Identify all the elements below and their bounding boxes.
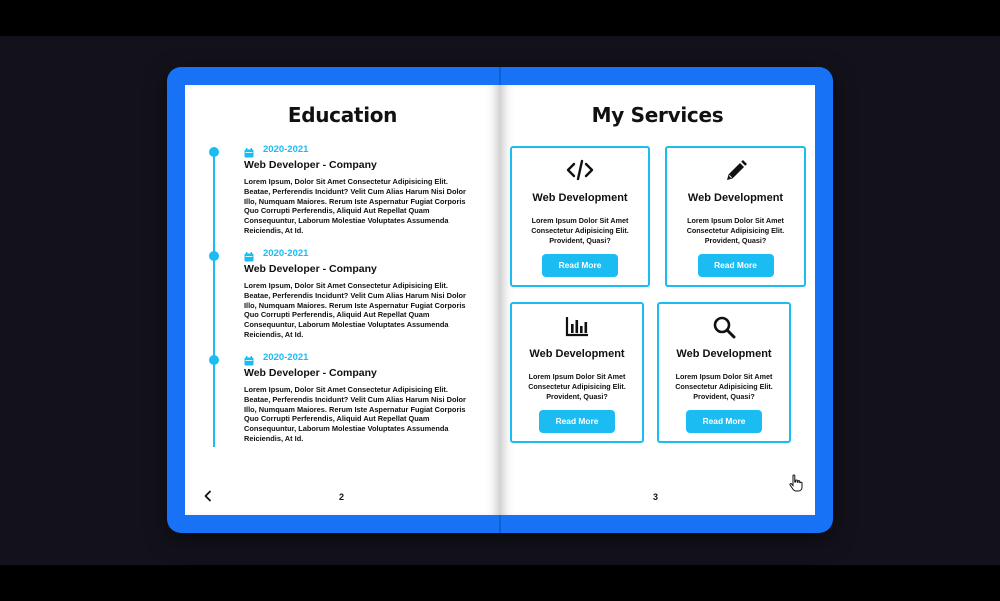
service-card-title: Web Development bbox=[529, 348, 625, 360]
timeline-dot bbox=[209, 251, 219, 261]
timeline-date: 2020-2021 bbox=[263, 248, 309, 259]
timeline-date-row bbox=[244, 248, 308, 259]
service-card bbox=[657, 302, 791, 443]
letterbox-bottom bbox=[0, 565, 1000, 601]
service-card-title: Web Development bbox=[676, 348, 772, 360]
page-title-education: Education bbox=[287, 103, 398, 127]
timeline-dot bbox=[209, 355, 219, 365]
calendar-icon bbox=[244, 353, 254, 363]
read-more-button[interactable]: Read More bbox=[698, 254, 774, 277]
service-card-title: Web Development bbox=[532, 192, 628, 204]
service-card bbox=[510, 146, 650, 287]
service-card-text: Lorem Ipsum Dolor Sit Amet Consectetur Adipisicing Elit. Provident, Quasi? bbox=[528, 372, 626, 401]
bar-chart-icon bbox=[512, 315, 642, 337]
timeline-date: 2020-2021 bbox=[263, 144, 309, 155]
hand-pointer-icon bbox=[788, 474, 804, 492]
page-services[interactable] bbox=[500, 85, 815, 515]
calendar-icon bbox=[244, 145, 254, 155]
search-icon bbox=[659, 315, 789, 339]
service-card-text: Lorem Ipsum Dolor Sit Amet Consectetur Adipisicing Elit. Provident, Quasi? bbox=[686, 216, 785, 245]
pencil-icon bbox=[667, 159, 804, 183]
timeline-line bbox=[213, 149, 215, 447]
page-education[interactable] bbox=[185, 85, 500, 515]
service-card bbox=[665, 146, 806, 287]
timeline-description: Lorem Ipsum, Dolor Sit Amet Consectetur Adipisicing Elit. Beatae, Perferendis Incidunt? Velit Cum Alias Harum Nisi Dolor Illo, Numquam Maiores. Rerum Iste Aspernatur Fugiat Corporis Quo Corrupti Perferendis, Aliquid Aut Repellat Quam Consequuntur, Laborum Molestiae Voluptates Assumenda Reiciendis, At Id. bbox=[244, 177, 466, 235]
timeline-role: Web Developer - Company bbox=[244, 263, 377, 275]
read-more-button[interactable]: Read More bbox=[539, 410, 615, 433]
timeline-role: Web Developer - Company bbox=[244, 159, 377, 171]
flipbook bbox=[167, 67, 833, 533]
timeline-description: Lorem Ipsum, Dolor Sit Amet Consectetur Adipisicing Elit. Beatae, Perferendis Incidunt? Velit Cum Alias Harum Nisi Dolor Illo, Numquam Maiores. Rerum Iste Aspernatur Fugiat Corporis Quo Corrupti Perferendis, Aliquid Aut Repellat Quam Consequuntur, Laborum Molestiae Voluptates Assumenda Reiciendis, At Id. bbox=[244, 385, 466, 443]
read-more-button[interactable]: Read More bbox=[542, 254, 618, 277]
timeline-date-row bbox=[244, 352, 308, 363]
service-card-text: Lorem Ipsum Dolor Sit Amet Consectetur Adipisicing Elit. Provident, Quasi? bbox=[675, 372, 773, 401]
service-card-text: Lorem Ipsum Dolor Sit Amet Consectetur Adipisicing Elit. Provident, Quasi? bbox=[531, 216, 629, 245]
letterbox-top bbox=[0, 0, 1000, 36]
timeline-date-row bbox=[244, 144, 308, 155]
page-number-left: 2 bbox=[339, 492, 345, 502]
chevron-left-icon[interactable] bbox=[201, 489, 215, 503]
timeline-role: Web Developer - Company bbox=[244, 367, 377, 379]
timeline-date: 2020-2021 bbox=[263, 352, 309, 363]
read-more-button[interactable]: Read More bbox=[686, 410, 762, 433]
timeline-dot bbox=[209, 147, 219, 157]
page-title-services: My Services bbox=[591, 103, 724, 127]
calendar-icon bbox=[244, 249, 254, 259]
page-number-right: 3 bbox=[653, 492, 659, 502]
code-icon bbox=[512, 159, 648, 181]
service-card bbox=[510, 302, 644, 443]
service-card-title: Web Development bbox=[687, 192, 784, 204]
timeline-description: Lorem Ipsum, Dolor Sit Amet Consectetur Adipisicing Elit. Beatae, Perferendis Incidunt? Velit Cum Alias Harum Nisi Dolor Illo, Numquam Maiores. Rerum Iste Aspernatur Fugiat Corporis Quo Corrupti Perferendis, Aliquid Aut Repellat Quam Consequuntur, Laborum Molestiae Voluptates Assumenda Reiciendis, At Id. bbox=[244, 281, 466, 339]
